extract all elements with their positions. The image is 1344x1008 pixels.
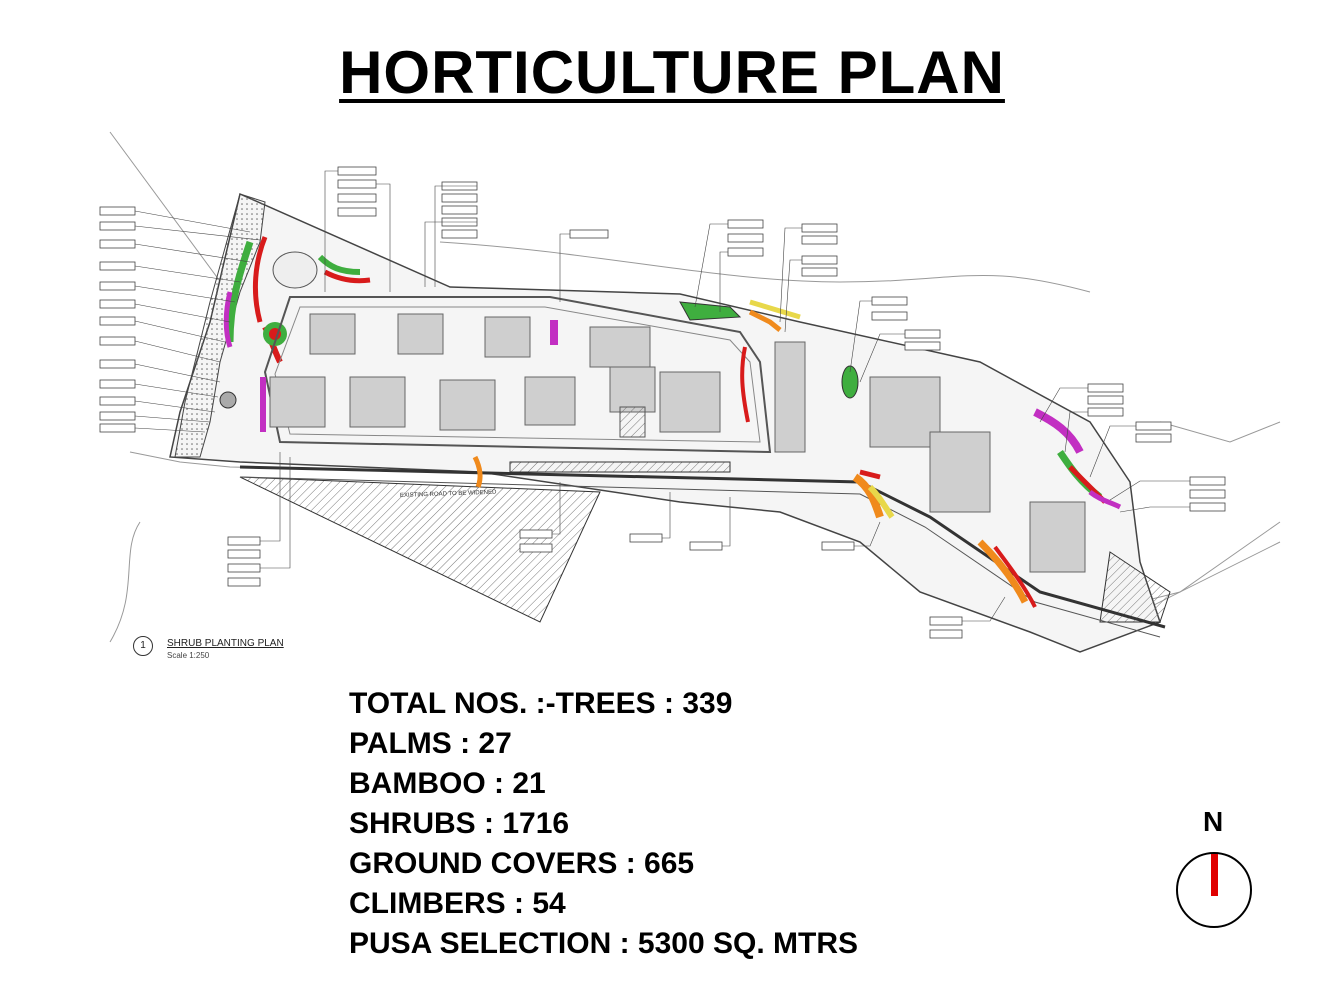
site-plan-drawing [80, 122, 1295, 682]
stat-trees: TOTAL NOS. :-TREES : 339 [349, 687, 733, 720]
stat-pusa-selection: PUSA SELECTION : 5300 SQ. MTRS [349, 927, 858, 960]
plant-quantities [349, 684, 858, 964]
plan-caption-number: 1 [133, 636, 153, 656]
page-title: HORTICULTURE PLAN [339, 39, 1005, 106]
north-label: N [1203, 806, 1224, 837]
stat-palms: PALMS : 27 [349, 727, 512, 760]
compass-needle [1211, 854, 1218, 896]
plan-caption-scale: Scale 1:250 [167, 651, 210, 660]
west-leader-labels [100, 207, 135, 432]
stat-ground-covers: GROUND COVERS : 665 [349, 847, 695, 880]
south-planter [510, 462, 730, 472]
stat-shrubs: SHRUBS : 1716 [349, 807, 570, 840]
stat-bamboo: BAMBOO : 21 [349, 767, 546, 800]
svg-text:EXISTING ROAD TO BE WIDENED: EXISTING ROAD TO BE WIDENED [399, 489, 497, 499]
compass-icon [1176, 852, 1252, 928]
south-leader-labels [228, 530, 962, 638]
stat-climbers: CLIMBERS : 54 [349, 887, 566, 920]
plan-caption-label: SHRUB PLANTING PLAN [167, 638, 284, 649]
